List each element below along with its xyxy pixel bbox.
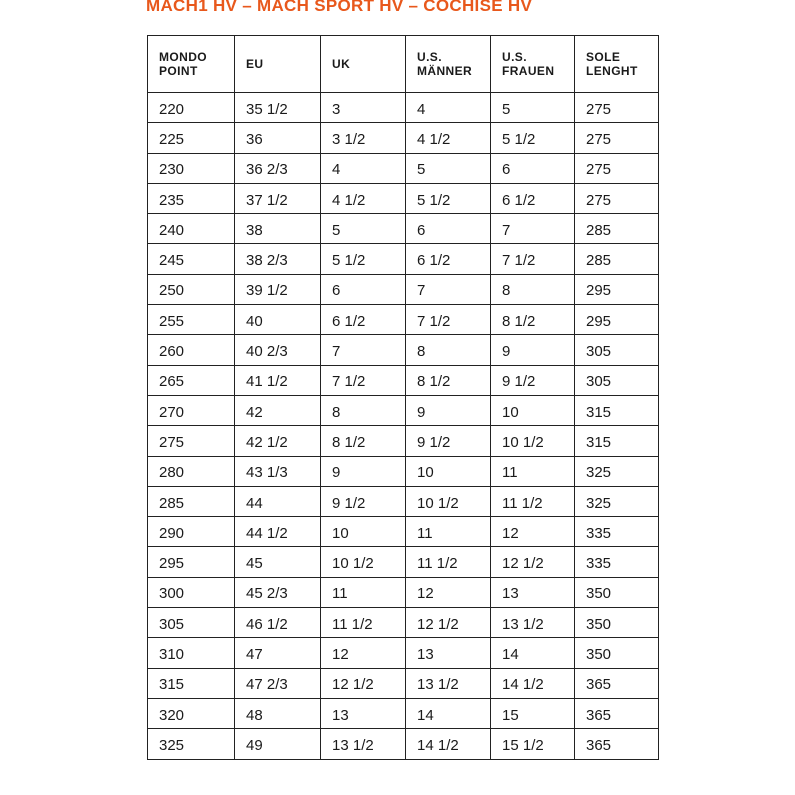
header-us-frauen	[491, 36, 575, 93]
cell-mondo-point: 255	[148, 305, 235, 335]
cell-uk: 3	[321, 93, 406, 123]
cell-mondo-point: 290	[148, 517, 235, 547]
cell-mondo-point: 270	[148, 395, 235, 425]
cell-sole-length: 295	[575, 305, 659, 335]
cell-uk: 5	[321, 214, 406, 244]
header-line: U.S.	[502, 50, 527, 64]
cell-sole-length: 365	[575, 668, 659, 698]
cell-mondo-point: 280	[148, 456, 235, 486]
table-row	[148, 214, 659, 244]
cell-us-frauen: 15 1/2	[491, 729, 575, 759]
cell-eu: 40 2/3	[235, 335, 321, 365]
cell-mondo-point: 285	[148, 486, 235, 516]
table-row	[148, 577, 659, 607]
cell-uk: 13 1/2	[321, 729, 406, 759]
cell-us-frauen: 14	[491, 638, 575, 668]
cell-eu: 48	[235, 698, 321, 728]
cell-uk: 5 1/2	[321, 244, 406, 274]
cell-sole-length: 350	[575, 638, 659, 668]
header-row	[148, 36, 659, 93]
cell-sole-length: 325	[575, 486, 659, 516]
cell-uk: 10	[321, 517, 406, 547]
cell-eu: 36	[235, 123, 321, 153]
cell-eu: 44	[235, 486, 321, 516]
cell-us-maenner: 6	[406, 214, 491, 244]
cell-uk: 6	[321, 274, 406, 304]
cell-mondo-point: 240	[148, 214, 235, 244]
cell-us-frauen: 13	[491, 577, 575, 607]
cell-mondo-point: 230	[148, 153, 235, 183]
table-row	[148, 365, 659, 395]
cell-sole-length: 315	[575, 426, 659, 456]
cell-uk: 6 1/2	[321, 305, 406, 335]
cell-mondo-point: 305	[148, 608, 235, 638]
cell-us-frauen: 10 1/2	[491, 426, 575, 456]
cell-sole-length: 275	[575, 183, 659, 213]
cell-sole-length: 315	[575, 395, 659, 425]
cell-mondo-point: 295	[148, 547, 235, 577]
cell-us-frauen: 8	[491, 274, 575, 304]
cell-sole-length: 305	[575, 365, 659, 395]
cell-sole-length: 365	[575, 698, 659, 728]
cell-us-frauen: 11 1/2	[491, 486, 575, 516]
cell-us-maenner: 8	[406, 335, 491, 365]
cell-us-maenner: 12	[406, 577, 491, 607]
cell-sole-length: 335	[575, 547, 659, 577]
cell-uk: 12	[321, 638, 406, 668]
cell-mondo-point: 245	[148, 244, 235, 274]
cell-us-maenner: 4	[406, 93, 491, 123]
cell-sole-length: 295	[575, 274, 659, 304]
table-row	[148, 608, 659, 638]
cell-us-maenner: 5	[406, 153, 491, 183]
header-us-maenner	[406, 36, 491, 93]
cell-uk: 8	[321, 395, 406, 425]
cell-us-maenner: 11 1/2	[406, 547, 491, 577]
cell-us-frauen: 9 1/2	[491, 365, 575, 395]
cell-eu: 35 1/2	[235, 93, 321, 123]
cell-us-maenner: 4 1/2	[406, 123, 491, 153]
cell-eu: 42	[235, 395, 321, 425]
cell-uk: 9	[321, 456, 406, 486]
header-line: MÄNNER	[417, 64, 473, 78]
cell-us-frauen: 5 1/2	[491, 123, 575, 153]
cell-uk: 11 1/2	[321, 608, 406, 638]
table-row	[148, 395, 659, 425]
header-line: EU	[246, 57, 264, 71]
header-line: MONDO	[159, 50, 207, 64]
cell-us-frauen: 12	[491, 517, 575, 547]
cell-sole-length: 285	[575, 244, 659, 274]
table-row	[148, 123, 659, 153]
cell-mondo-point: 265	[148, 365, 235, 395]
cell-us-maenner: 13 1/2	[406, 668, 491, 698]
cell-us-frauen: 13 1/2	[491, 608, 575, 638]
table-row	[148, 486, 659, 516]
cell-us-frauen: 11	[491, 456, 575, 486]
cell-us-maenner: 11	[406, 517, 491, 547]
header-line: SOLE	[586, 50, 621, 64]
cell-us-frauen: 8 1/2	[491, 305, 575, 335]
cell-us-frauen: 6	[491, 153, 575, 183]
cell-us-maenner: 14 1/2	[406, 729, 491, 759]
cell-eu: 44 1/2	[235, 517, 321, 547]
cell-us-frauen: 12 1/2	[491, 547, 575, 577]
cell-mondo-point: 315	[148, 668, 235, 698]
cell-us-frauen: 14 1/2	[491, 668, 575, 698]
size-chart-table	[147, 35, 659, 760]
table-row	[148, 426, 659, 456]
table-row	[148, 274, 659, 304]
cell-uk: 4	[321, 153, 406, 183]
table-row	[148, 698, 659, 728]
table-row	[148, 729, 659, 759]
table-row	[148, 244, 659, 274]
cell-sole-length: 285	[575, 214, 659, 244]
cell-uk: 9 1/2	[321, 486, 406, 516]
cell-eu: 37 1/2	[235, 183, 321, 213]
cell-us-maenner: 6 1/2	[406, 244, 491, 274]
header-uk	[321, 36, 406, 93]
cell-us-maenner: 8 1/2	[406, 365, 491, 395]
cell-sole-length: 365	[575, 729, 659, 759]
cell-eu: 47 2/3	[235, 668, 321, 698]
table-row	[148, 517, 659, 547]
cell-eu: 38	[235, 214, 321, 244]
cell-mondo-point: 275	[148, 426, 235, 456]
header-mondo-point	[148, 36, 235, 93]
cell-uk: 8 1/2	[321, 426, 406, 456]
cell-sole-length: 350	[575, 577, 659, 607]
cell-us-maenner: 10	[406, 456, 491, 486]
page-title: MACH1 HV – MACH SPORT HV – COCHISE HV	[146, 0, 533, 15]
cell-us-frauen: 7	[491, 214, 575, 244]
cell-us-maenner: 14	[406, 698, 491, 728]
cell-uk: 7 1/2	[321, 365, 406, 395]
cell-eu: 38 2/3	[235, 244, 321, 274]
table-row	[148, 638, 659, 668]
cell-us-frauen: 15	[491, 698, 575, 728]
cell-mondo-point: 220	[148, 93, 235, 123]
header-line: FRAUEN	[502, 64, 555, 78]
cell-uk: 12 1/2	[321, 668, 406, 698]
cell-uk: 3 1/2	[321, 123, 406, 153]
header-sole-length	[575, 36, 659, 93]
cell-uk: 10 1/2	[321, 547, 406, 577]
cell-us-maenner: 7 1/2	[406, 305, 491, 335]
cell-uk: 7	[321, 335, 406, 365]
cell-uk: 11	[321, 577, 406, 607]
cell-eu: 43 1/3	[235, 456, 321, 486]
cell-sole-length: 325	[575, 456, 659, 486]
cell-eu: 39 1/2	[235, 274, 321, 304]
cell-sole-length: 275	[575, 123, 659, 153]
cell-us-frauen: 10	[491, 395, 575, 425]
cell-eu: 41 1/2	[235, 365, 321, 395]
cell-mondo-point: 260	[148, 335, 235, 365]
cell-sole-length: 335	[575, 517, 659, 547]
cell-mondo-point: 310	[148, 638, 235, 668]
cell-eu: 45 2/3	[235, 577, 321, 607]
cell-us-frauen: 7 1/2	[491, 244, 575, 274]
cell-eu: 49	[235, 729, 321, 759]
cell-us-frauen: 9	[491, 335, 575, 365]
cell-mondo-point: 300	[148, 577, 235, 607]
cell-sole-length: 275	[575, 153, 659, 183]
cell-sole-length: 305	[575, 335, 659, 365]
cell-us-maenner: 5 1/2	[406, 183, 491, 213]
table-row	[148, 335, 659, 365]
cell-eu: 47	[235, 638, 321, 668]
table-row	[148, 547, 659, 577]
cell-eu: 46 1/2	[235, 608, 321, 638]
header-line: LENGHT	[586, 64, 638, 78]
cell-us-maenner: 9	[406, 395, 491, 425]
cell-sole-length: 350	[575, 608, 659, 638]
header-line: UK	[332, 57, 351, 71]
table-row	[148, 93, 659, 123]
cell-mondo-point: 250	[148, 274, 235, 304]
cell-eu: 42 1/2	[235, 426, 321, 456]
cell-us-maenner: 10 1/2	[406, 486, 491, 516]
cell-mondo-point: 225	[148, 123, 235, 153]
cell-mondo-point: 235	[148, 183, 235, 213]
table-row	[148, 305, 659, 335]
header-eu	[235, 36, 321, 93]
cell-us-maenner: 9 1/2	[406, 426, 491, 456]
cell-eu: 45	[235, 547, 321, 577]
table-row	[148, 153, 659, 183]
header-line: POINT	[159, 64, 198, 78]
table-row	[148, 183, 659, 213]
cell-mondo-point: 325	[148, 729, 235, 759]
table-row	[148, 456, 659, 486]
cell-us-maenner: 13	[406, 638, 491, 668]
table-body	[148, 93, 659, 760]
cell-eu: 40	[235, 305, 321, 335]
cell-eu: 36 2/3	[235, 153, 321, 183]
cell-us-maenner: 12 1/2	[406, 608, 491, 638]
cell-uk: 4 1/2	[321, 183, 406, 213]
cell-sole-length: 275	[575, 93, 659, 123]
cell-us-maenner: 7	[406, 274, 491, 304]
cell-uk: 13	[321, 698, 406, 728]
header-line: U.S.	[417, 50, 442, 64]
cell-mondo-point: 320	[148, 698, 235, 728]
cell-us-frauen: 6 1/2	[491, 183, 575, 213]
table-row	[148, 668, 659, 698]
cell-us-frauen: 5	[491, 93, 575, 123]
